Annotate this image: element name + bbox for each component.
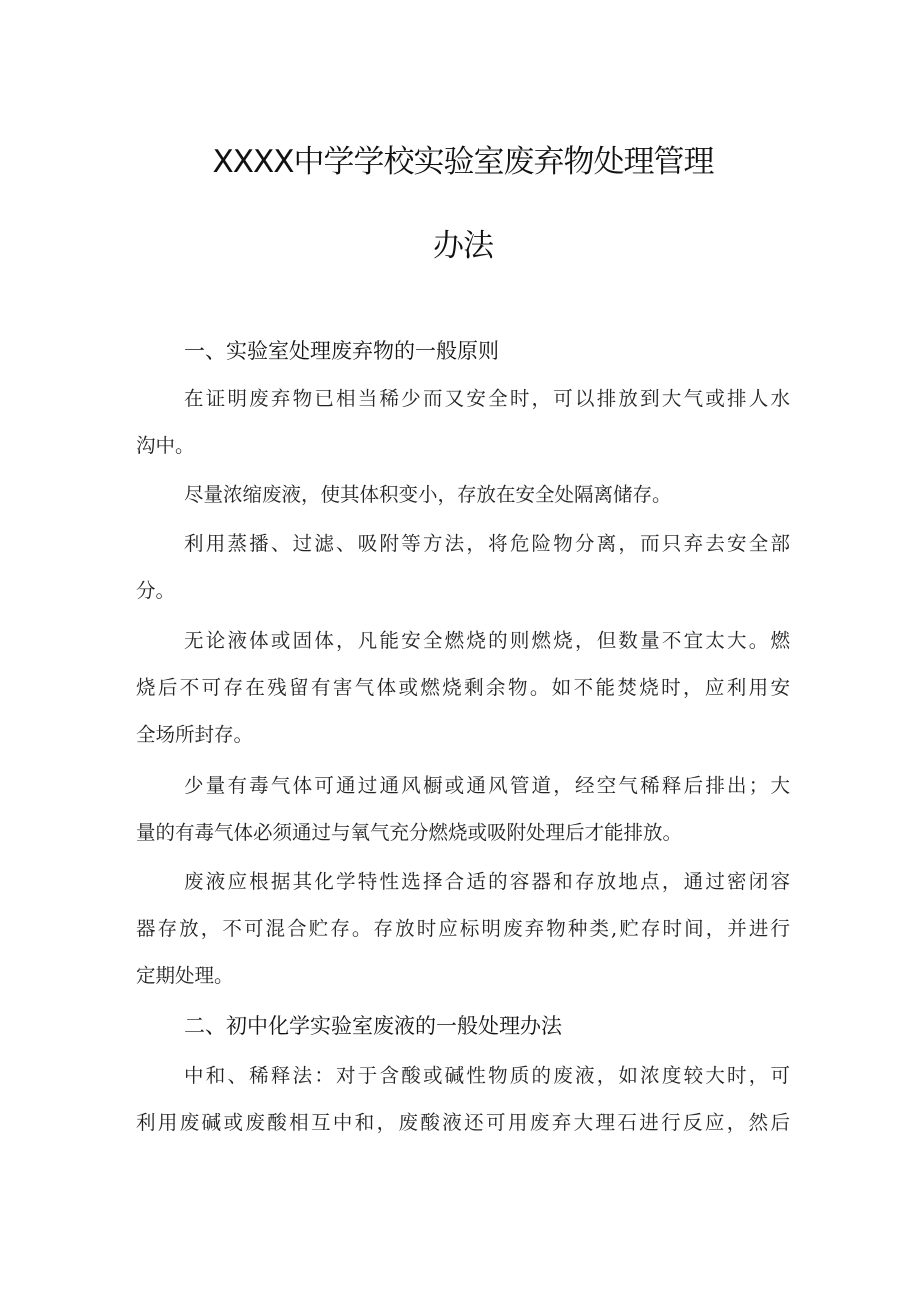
- section-1-paragraph-5: [136, 762, 790, 856]
- paragraph-line: 利用废碱或废酸相互中和，废酸液还可用废弃大理石进行反应，然后: [136, 1111, 790, 1134]
- paragraph-line: 全场所封存。: [136, 723, 254, 746]
- paragraph-line: 器存放，不可混合贮存。存放时应标明废弃物种类,贮存时间，并进行: [136, 917, 790, 940]
- document-title-line-2: 办法: [433, 228, 493, 264]
- section-1-paragraph-6: [136, 858, 790, 999]
- paragraph-line: 利用蒸播、过滤、吸附等方法，将危险物分离，而只弃去安全部: [184, 532, 790, 555]
- paragraph-line: 烧后不可存在残留有害气体或燃烧剩余物。如不能焚烧时，应利用安: [136, 676, 790, 699]
- section-1-paragraph-3: [136, 520, 790, 614]
- section-1-paragraph-4: [136, 617, 790, 758]
- section-2-paragraph-1: [136, 1052, 790, 1146]
- paragraph-line: 量的有毒气体必须通过与氧气充分燃烧或吸附处理后才能排放。: [136, 821, 683, 844]
- section-1-heading: 一、实验室处理废弃物的一般原则: [184, 339, 499, 363]
- paragraph-line: 废液应根据其化学特性选择合适的容器和存放地点，通过密闭容: [184, 870, 790, 893]
- paragraph-line: 无论液体或固体，凡能安全燃烧的则燃烧，但数量不宜太大。燃: [184, 629, 790, 652]
- paragraph-line: 中和、稀释法：对于含酸或碱性物质的废液，如浓度较大时，可: [184, 1064, 790, 1087]
- section-1-paragraph-2: [136, 471, 790, 518]
- paragraph-line: 沟中。: [136, 434, 195, 457]
- section-2-heading: 二、初中化学实验室废液的一般处理办法: [184, 1014, 562, 1038]
- paragraph-line: 定期处理。: [136, 964, 234, 987]
- paragraph-line: 尽量浓缩废液，使其体积变小，存放在安全处隔离储存。: [184, 483, 672, 506]
- document-title-line-1: XXXX中学学校实验室废弃物处理管理: [212, 144, 714, 180]
- paragraph-line: 少量有毒气体可通过通风橱或通风管道，经空气稀释后排出；大: [184, 774, 790, 797]
- paragraph-line: 在证明废弃物已相当稀少而又安全时，可以排放到大气或排人水: [184, 387, 790, 410]
- paragraph-line: 分。: [136, 579, 176, 602]
- section-1-paragraph-1: [136, 375, 790, 469]
